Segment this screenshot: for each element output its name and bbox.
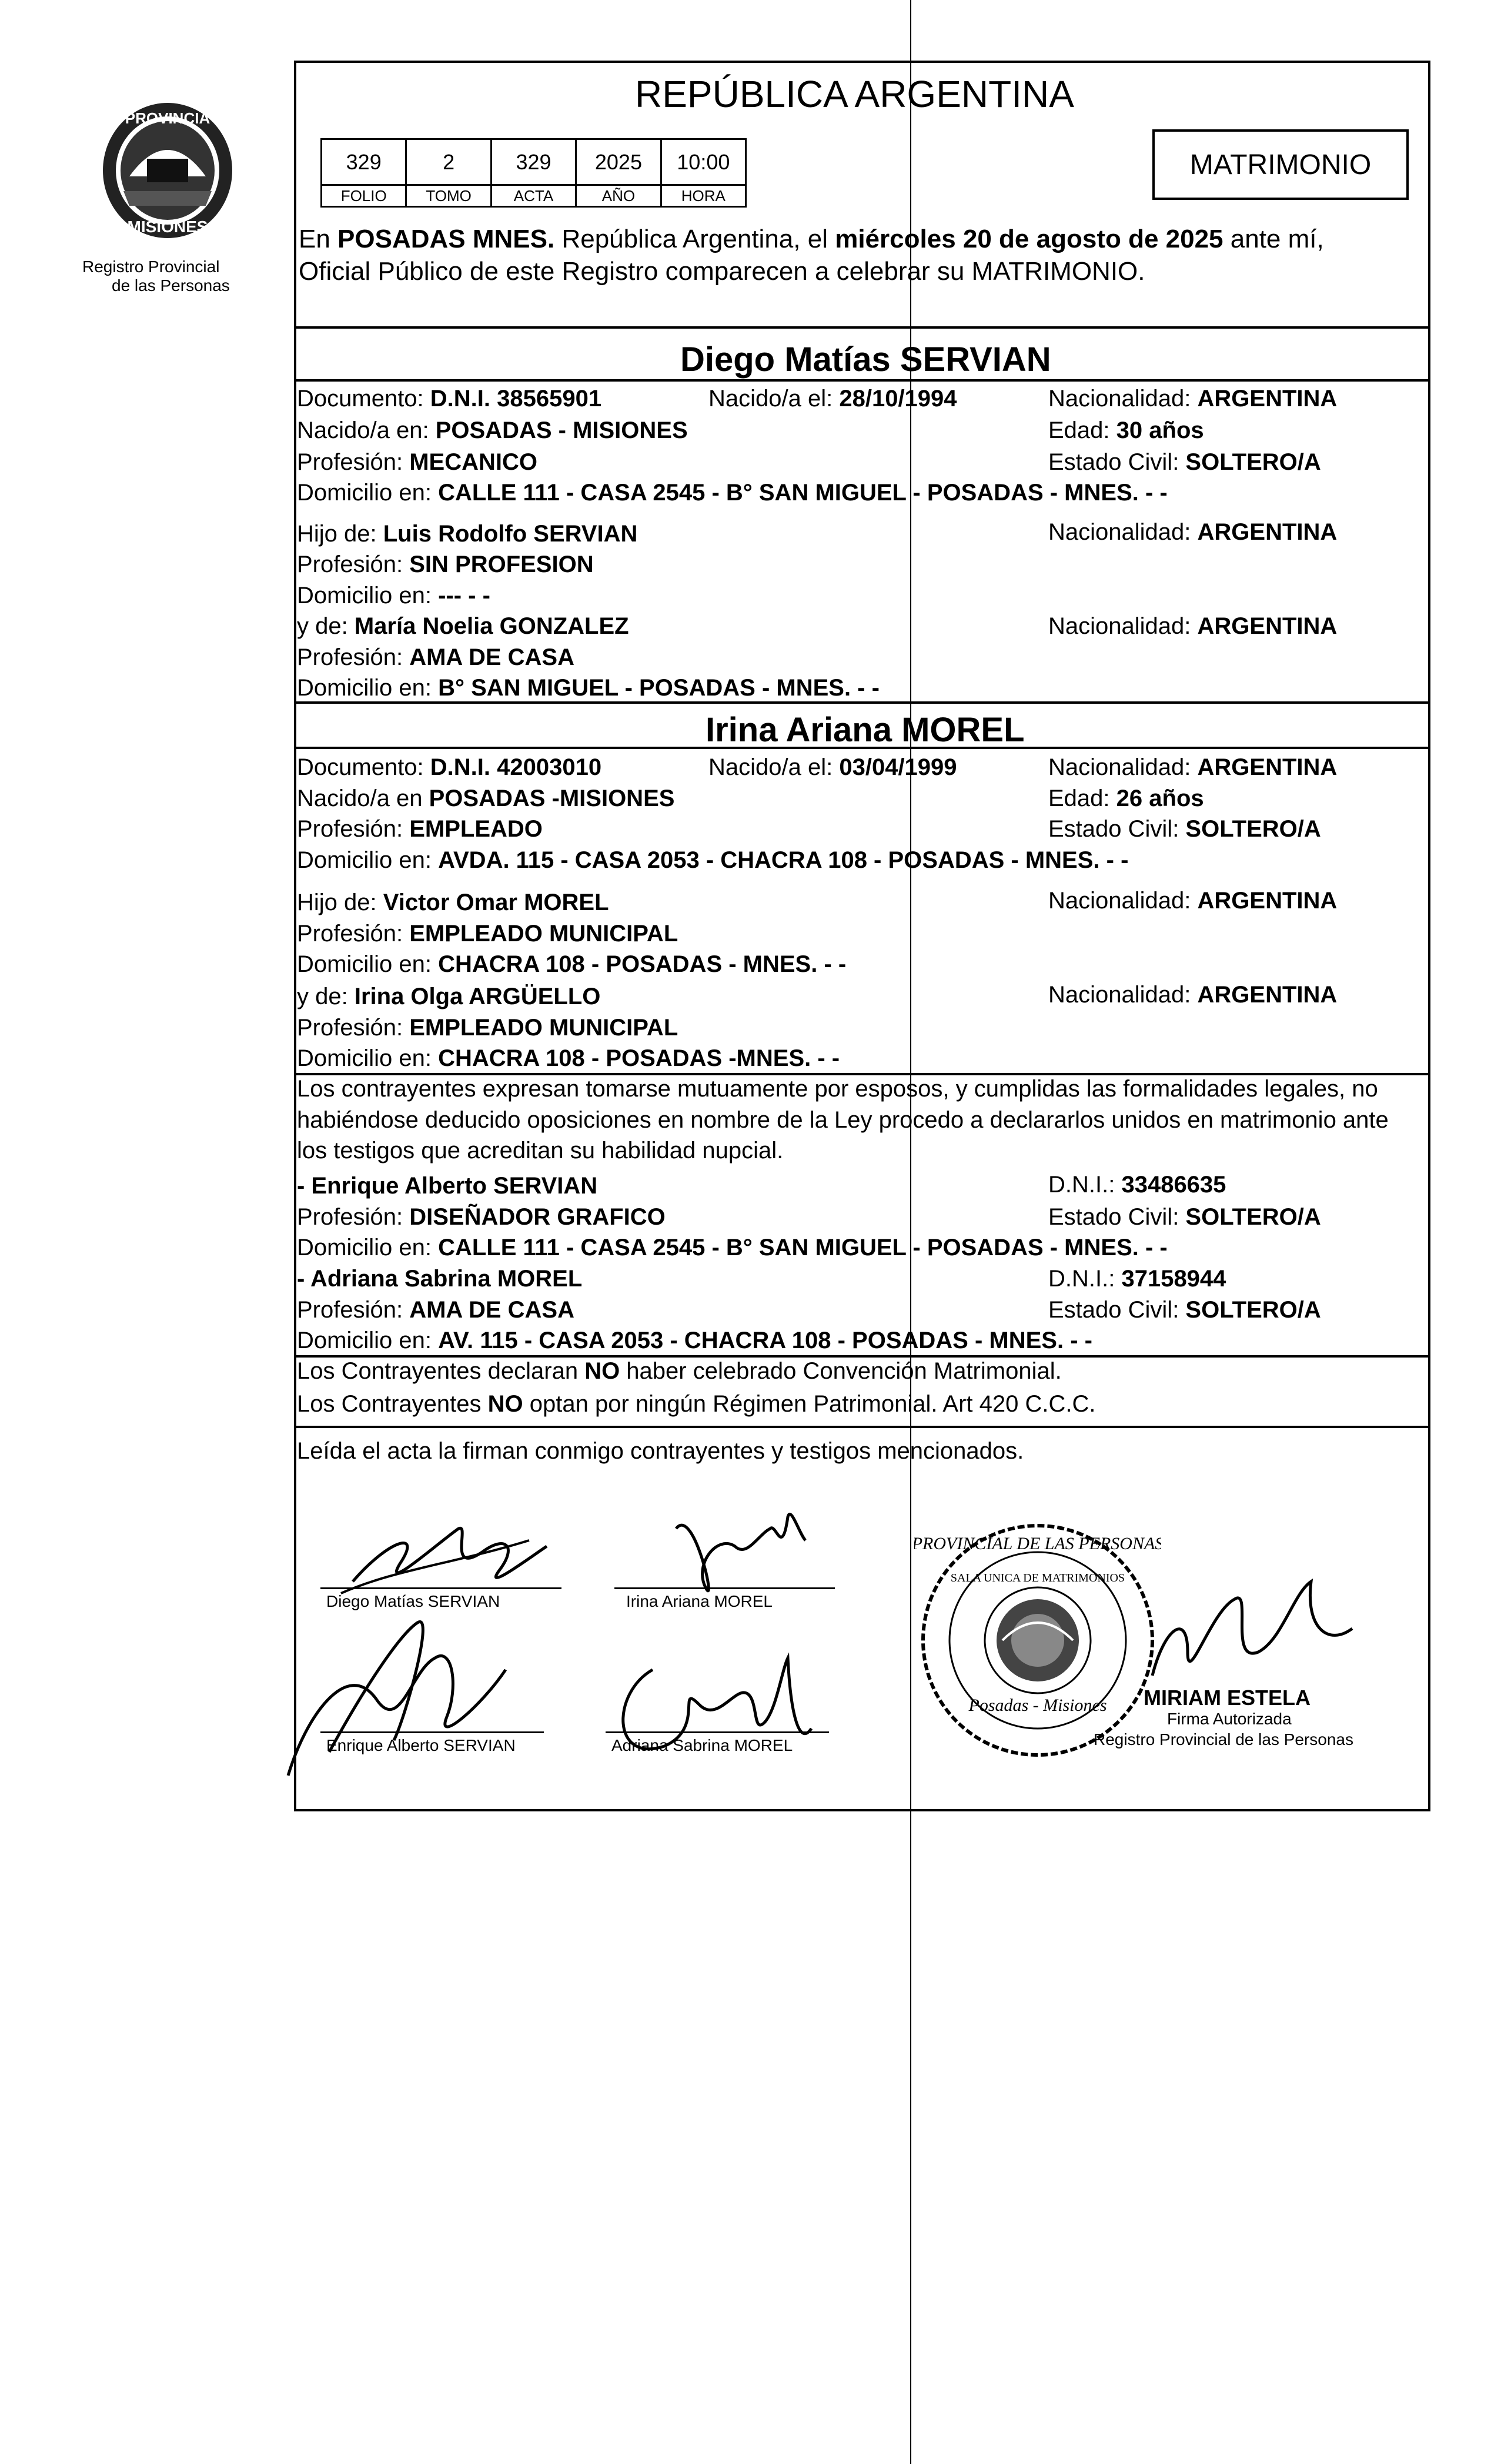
spouse2-birthplace: Nacido/a en POSADAS -MISIONES (297, 785, 675, 811)
signature-label-irina: Irina Ariana MOREL (626, 1592, 773, 1610)
spouse2-nationality: Nacionalidad: ARGENTINA (1048, 754, 1338, 780)
spouse1-birthdate: Nacido/a el: 28/10/1994 (708, 386, 957, 412)
signature-label-enrique: Enrique Alberto SERVIAN (326, 1736, 516, 1754)
spouse1-profession: Profesión: MECANICO (297, 449, 537, 475)
spouse2-father: Hijo de: Victor Omar MOREL (297, 890, 609, 915)
witness1-address: Domicilio en: CALLE 111 - CASA 2545 - B° SAN MIGUEL - POSADAS - MNES. - - (297, 1235, 1168, 1261)
witness2-name: - Adriana Sabrina MOREL (297, 1266, 583, 1292)
divider (294, 1073, 1430, 1075)
spouse1-age: Edad: 30 años (1048, 417, 1204, 443)
fold-line (910, 0, 911, 2464)
divider (294, 379, 1430, 382)
witness1-dni: D.N.I.: 33486635 (1048, 1172, 1226, 1198)
witness2-profession: Profesión: AMA DE CASA (297, 1297, 574, 1323)
registry-name-line2: de las Personas (112, 276, 230, 295)
signature-diego (306, 1505, 553, 1605)
spouse1-name: Diego Matías SERVIAN (680, 340, 1051, 379)
signature-line (614, 1587, 835, 1589)
registry-logo (82, 88, 247, 295)
spouse1-father-profession: Profesión: SIN PROFESION (297, 551, 594, 577)
officer-name: MIRIAM ESTELA (1144, 1686, 1311, 1710)
spouse2-name: Irina Ariana MOREL (706, 711, 1025, 749)
spouse1-father-address: Domicilio en: --- - - (297, 583, 490, 609)
spouse2-mother-nationality: Nacionalidad: ARGENTINA (1048, 982, 1338, 1008)
spouse2-mother: y de: Irina Olga ARGÜELLO (297, 984, 601, 1009)
witness2-address: Domicilio en: AV. 115 - CASA 2053 - CHACRA 108 - POSADAS - MNES. - - (297, 1328, 1092, 1353)
tomo-box: 2 TOMO (407, 140, 492, 206)
declaration-line-2: habiéndose deducido oposiciones en nombre de la Ley procedo a declararlos unidos en matrimonio ante (297, 1107, 1389, 1133)
witness2-civil-status: Estado Civil: SOLTERO/A (1048, 1297, 1321, 1323)
spouse2-age: Edad: 26 años (1048, 785, 1204, 811)
registry-name-line1: Registro Provincial (82, 258, 220, 276)
divider (294, 326, 1430, 329)
witness1-civil-status: Estado Civil: SOLTERO/A (1048, 1204, 1321, 1230)
witness1-name: - Enrique Alberto SERVIAN (297, 1173, 598, 1199)
country-title: REPÚBLICA ARGENTINA (635, 73, 1074, 115)
spouse2-civil-status: Estado Civil: SOLTERO/A (1048, 816, 1321, 842)
declaration-line-1: Los contrayentes expresan tomarse mutuamente por esposos, y cumplidas las formalidades legales, no (297, 1076, 1378, 1102)
spouse1-nationality: Nacionalidad: ARGENTINA (1048, 386, 1338, 412)
signature-enrique (259, 1599, 553, 1799)
spouse1-mother-nationality: Nacionalidad: ARGENTINA (1048, 613, 1338, 639)
act-type-box: MATRIMONIO (1152, 129, 1409, 200)
svg-text:PROVINCIAL DE LAS PERSONAS: PROVINCIAL DE LAS PERSONAS (914, 1534, 1161, 1553)
signature-label-adriana: Adriana Sabrina MOREL (611, 1736, 793, 1754)
signature-line (320, 1587, 561, 1589)
spouse2-birthdate: Nacido/a el: 03/04/1999 (708, 754, 957, 780)
spouse2-address: Domicilio en: AVDA. 115 - CASA 2053 - CHACRA 108 - POSADAS - MNES. - - (297, 847, 1129, 873)
divider (294, 1355, 1430, 1358)
signature-label-diego: Diego Matías SERVIAN (326, 1592, 500, 1610)
folio-box: 329 FOLIO (322, 140, 407, 206)
spouse2-mother-profession: Profesión: EMPLEADO MUNICIPAL (297, 1015, 678, 1041)
spouse1-address: Domicilio en: CALLE 111 - CASA 2545 - B° SAN MIGUEL - POSADAS - MNES. - - (297, 480, 1168, 506)
svg-text:SALA UNICA DE MATRIMONIOS: SALA UNICA DE MATRIMONIOS (950, 1572, 1125, 1584)
spouse1-document: Documento: D.N.I. 38565901 (297, 386, 602, 412)
regime-line-1: Los Contrayentes declaran NO haber celebrado Convención Matrimonial. (297, 1358, 1062, 1384)
divider (294, 1426, 1430, 1428)
svg-text:Posadas - Misiones: Posadas - Misiones (968, 1696, 1107, 1715)
intro-line-2: Oficial Público de este Registro comparecen a celebrar su MATRIMONIO. (299, 257, 1145, 286)
spouse1-mother-profession: Profesión: AMA DE CASA (297, 644, 574, 670)
officer-registry: Registro Provincial de las Personas (1094, 1730, 1353, 1748)
spouse1-father: Hijo de: Luis Rodolfo SERVIAN (297, 521, 638, 547)
svg-text:PROVINCIA: PROVINCIA (125, 109, 210, 127)
officer-authorized: Firma Autorizada (1167, 1710, 1292, 1728)
signature-line (320, 1731, 544, 1733)
provincia-misiones-emblem (88, 88, 247, 282)
spouse1-father-nationality: Nacionalidad: ARGENTINA (1048, 519, 1338, 545)
hora-box: 10:00 HORA (662, 140, 745, 206)
spouse2-document: Documento: D.N.I. 42003010 (297, 754, 602, 780)
divider (294, 747, 1430, 749)
spouse1-mother-address: Domicilio en: B° SAN MIGUEL - POSADAS - MNES. - - (297, 675, 880, 701)
spouse1-birthplace: Nacido/a en: POSADAS - MISIONES (297, 417, 688, 443)
record-boxes (320, 138, 747, 208)
spouse1-mother: y de: María Noelia GONZALEZ (297, 613, 629, 639)
regime-line-2: Los Contrayentes NO optan por ningún Régimen Patrimonial. Art 420 C.C.C. (297, 1391, 1096, 1417)
spouse2-father-nationality: Nacionalidad: ARGENTINA (1048, 888, 1338, 914)
spouse2-mother-address: Domicilio en: CHACRA 108 - POSADAS -MNES. - - (297, 1045, 840, 1071)
acta-box: 329 ACTA (492, 140, 577, 206)
svg-text:MISIONES: MISIONES (127, 218, 208, 236)
spouse2-father-address: Domicilio en: CHACRA 108 - POSADAS - MNES. - - (297, 951, 847, 977)
spouse2-profession: Profesión: EMPLEADO (297, 816, 543, 842)
spouse2-father-profession: Profesión: EMPLEADO MUNICIPAL (297, 921, 678, 947)
declaration-line-3: los testigos que acreditan su habilidad nupcial. (297, 1138, 784, 1164)
signature-line (606, 1731, 829, 1733)
intro-line-1: En POSADAS MNES. República Argentina, el miércoles 20 de agosto de 2025 ante mí, (299, 225, 1324, 253)
anio-box: 2025 AÑO (577, 140, 661, 206)
closing-line: Leída el acta la firman conmigo contrayentes y testigos mencionados. (297, 1438, 1024, 1464)
witness1-profession: Profesión: DISEÑADOR GRAFICO (297, 1204, 666, 1230)
spouse1-civil-status: Estado Civil: SOLTERO/A (1048, 449, 1321, 475)
divider (294, 701, 1430, 704)
witness2-dni: D.N.I.: 37158944 (1048, 1266, 1226, 1292)
